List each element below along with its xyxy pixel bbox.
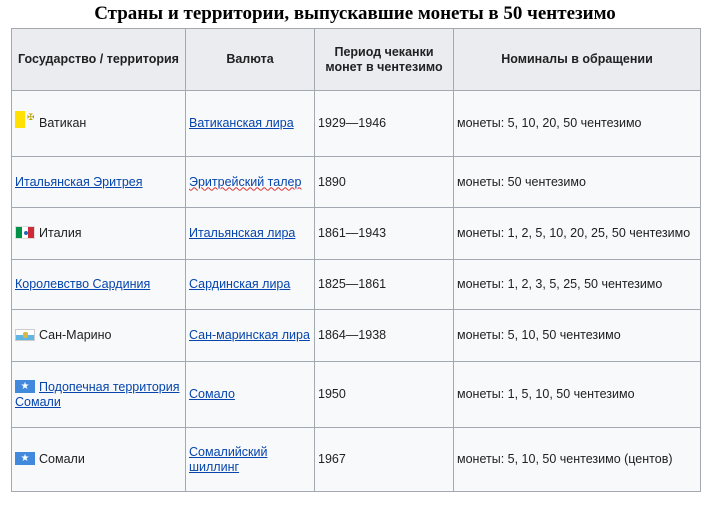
currency-link[interactable]: Эритрейский талер [189,174,302,189]
currency-cell [186,428,315,492]
nominals-cell: монеты: 50 чентезимо [454,157,701,208]
state-cell [12,428,186,492]
currency-cell [186,310,315,362]
state-label: Сан-Марино [39,328,112,342]
currency-link[interactable]: Сомало [189,387,235,401]
state-link[interactable]: Подопечная территория Сомали [15,379,180,409]
table-row [12,157,701,208]
currency-cell [186,208,315,260]
currency-cell [186,260,315,310]
table-row [12,310,701,362]
table-header-row [12,29,701,91]
state-cell [12,310,186,362]
table-row [12,91,701,157]
period-cell: 1864—1938 [315,310,454,362]
state-cell [12,362,186,428]
period-cell: 1861—1943 [315,208,454,260]
currency-link[interactable]: Итальянская лира [189,226,296,240]
table-row [12,428,701,492]
currency-link[interactable]: Ватиканская лира [189,116,294,130]
period-cell: 1950 [315,362,454,428]
nominals-cell: монеты: 1, 5, 10, 50 чентезимо [454,362,701,428]
somalia-flag-icon[interactable]: ★ [15,452,35,465]
table-row [12,260,701,310]
italy-flag-icon[interactable] [15,226,35,239]
san-marino-flag-icon[interactable] [15,329,35,341]
state-link[interactable]: Королевство Сардиния [15,277,151,291]
header-currency[interactable]: Валюта [186,29,315,91]
currency-cell [186,91,315,157]
page-title: Страны и территории, выпускавшие монеты в 50 чентезимо [94,3,616,24]
state-cell [12,91,186,157]
table-row [12,208,701,260]
period-cell: 1890 [315,157,454,208]
state-link[interactable]: Итальянская Эритрея [15,174,143,189]
header-state[interactable]: Государство / территория [12,29,186,91]
period-cell: 1967 [315,428,454,492]
table-row [12,362,701,428]
state-label: Сомали [39,452,85,466]
state-cell [12,157,186,208]
vatican-flag-icon[interactable] [15,111,25,128]
currency-link[interactable]: Сомалийский шиллинг [189,444,268,474]
state-cell [12,260,186,310]
currency-link[interactable]: Сан-маринская лира [189,328,310,342]
header-nominals[interactable]: Номиналы в обращении [454,29,701,91]
vatican-emblem-icon: ✠ [27,112,35,122]
state-label: Италия [39,226,82,240]
nominals-cell: монеты: 1, 2, 3, 5, 25, 50 чентезимо [454,260,701,310]
coin-table [11,28,701,492]
nominals-cell: монеты: 5, 10, 50 чентезимо [454,310,701,362]
nominals-cell: монеты: 5, 10, 50 чентезимо (центов) [454,428,701,492]
currency-link[interactable]: Сардинская лира [189,277,291,291]
currency-cell [186,157,315,208]
currency-cell [186,362,315,428]
period-cell: 1825—1861 [315,260,454,310]
somalia-flag-icon[interactable]: ★ [15,380,35,393]
header-period[interactable]: Период чеканки монет в чентезимо [315,29,454,91]
state-label: Ватикан [39,115,87,130]
nominals-cell: монеты: 5, 10, 20, 50 чентезимо [454,91,701,157]
period-cell: 1929—1946 [315,91,454,157]
nominals-cell: монеты: 1, 2, 5, 10, 20, 25, 50 чентезимо [454,208,701,260]
state-cell [12,208,186,260]
